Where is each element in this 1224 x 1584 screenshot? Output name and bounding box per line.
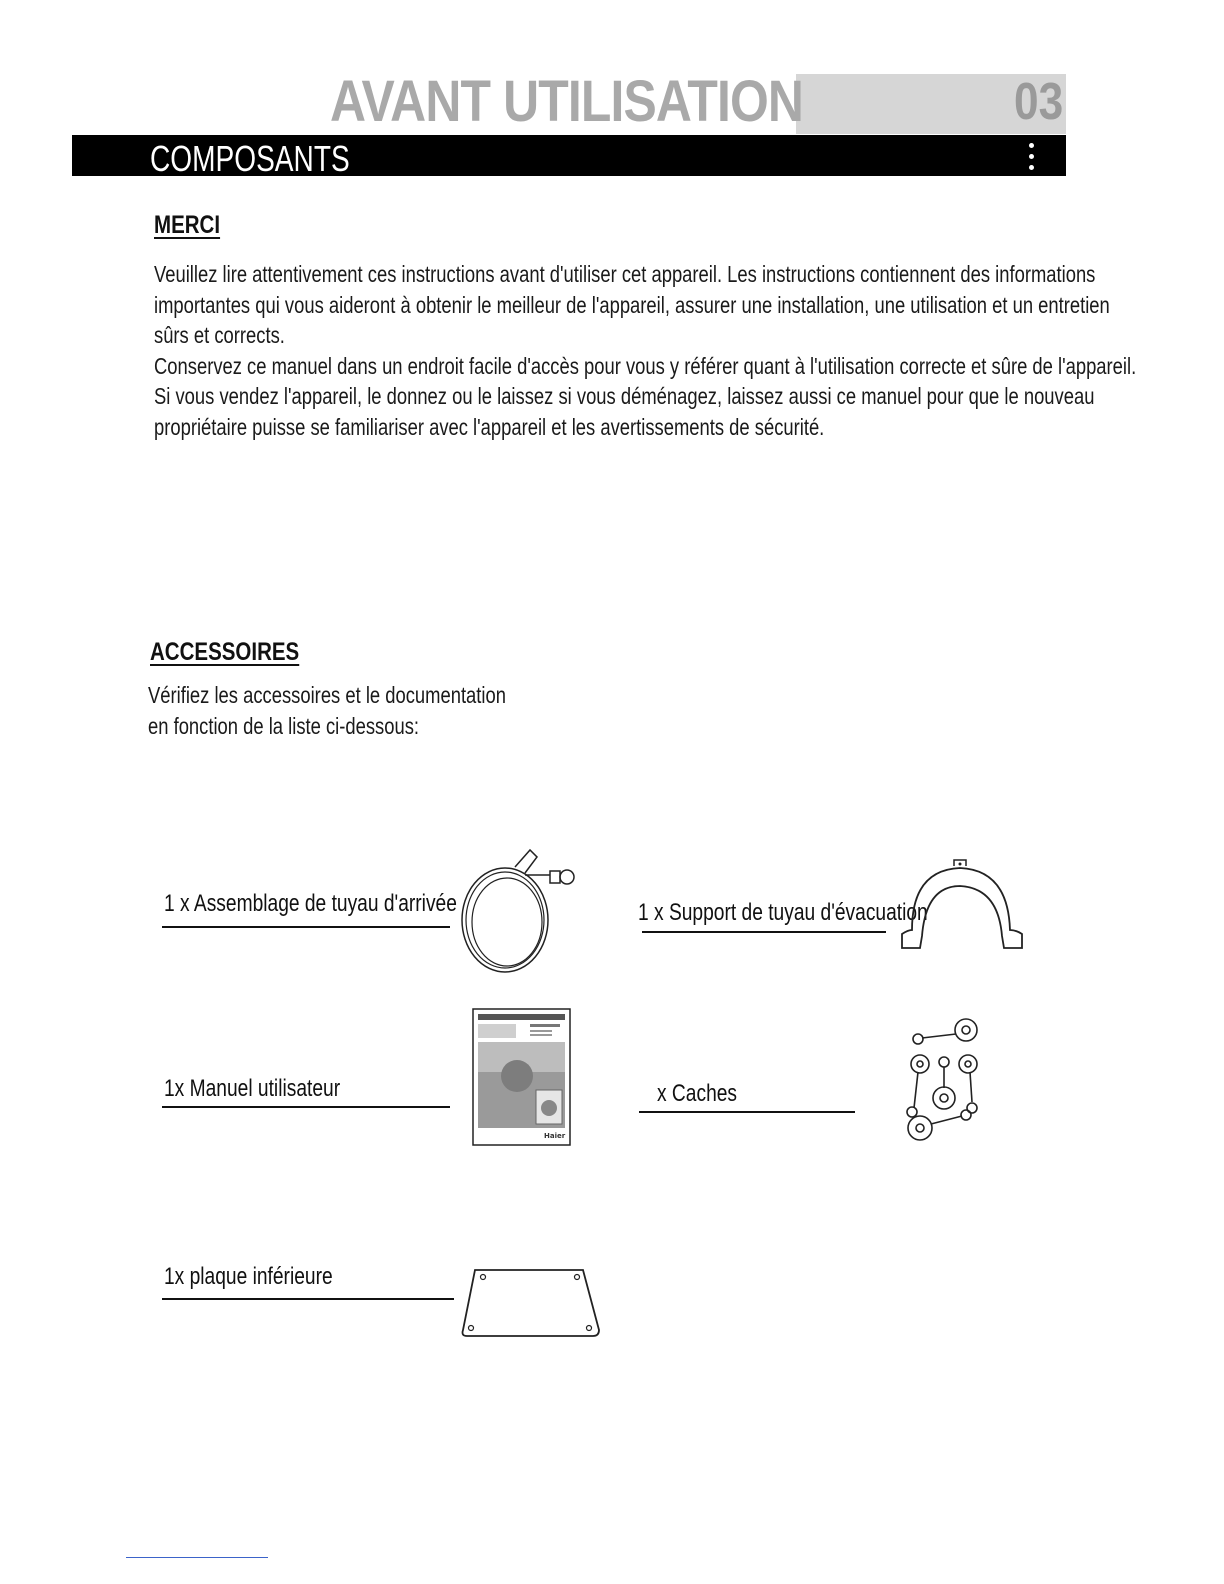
merci-line: sûrs et corrects. (154, 322, 285, 348)
merci-heading: MERCI (154, 211, 221, 239)
item-label-user-manual: 1x Manuel utilisateur (164, 1075, 341, 1102)
accessoires-intro-line: en fonction de la liste ci-dessous: (148, 712, 420, 739)
footer-link-line (126, 1557, 268, 1558)
item-label-bottom-plate: 1x plaque inférieure (164, 1263, 333, 1290)
item-label-inlet-hose: 1 x Assemblage de tuyau d'arrivée (164, 890, 457, 917)
user-manual-icon (472, 1008, 572, 1147)
item-rule (642, 931, 886, 933)
merci-line: importantes qui vous aideront à obtenir le meilleur de l'appareil, assurer une installation, une utilisation et un entretien (154, 291, 1110, 318)
item-rule (162, 1106, 450, 1108)
accessoires-intro (148, 680, 506, 741)
caps-icon (898, 1016, 988, 1146)
vertical-dots-icon (1029, 143, 1037, 176)
accessoires-heading: ACCESSOIRES (150, 638, 300, 666)
page-header-title: AVANT UTILISATION (330, 69, 804, 134)
bottom-plate-icon (461, 1268, 601, 1338)
item-rule (162, 1298, 454, 1300)
page-number: 03 (1014, 73, 1064, 131)
accessoires-intro-line: Vérifiez les accessoires et le documentation (148, 682, 506, 708)
section-title: COMPOSANTS (150, 138, 350, 179)
merci-line: Si vous vendez l'appareil, le donnez ou le laissez si vous déménagez, laissez aussi ce manuel pour que le nouveau (154, 383, 1095, 409)
drain-hose-support-icon (898, 856, 1024, 954)
item-rule (162, 926, 450, 928)
manual-cover-brand: Haier (544, 1132, 566, 1140)
merci-line: Veuillez lire attentivement ces instructions avant d'utiliser cet appareil. Les instructions contiennent des informations (154, 261, 1096, 287)
merci-line: Conservez ce manuel dans un endroit facile d'accès pour vous y référer quant à l'utilisation correcte et sûre de l'appareil. (154, 352, 1137, 379)
item-label-caps: x Caches (657, 1080, 738, 1107)
item-rule (639, 1111, 855, 1113)
merci-paragraph (154, 259, 1136, 442)
item-label-drain-support: 1 x Support de tuyau d'évacuation (638, 899, 928, 926)
merci-line: propriétaire puisse se familiariser avec l'appareil et les avertissements de sécurité. (154, 413, 825, 440)
inlet-hose-icon (455, 845, 555, 980)
